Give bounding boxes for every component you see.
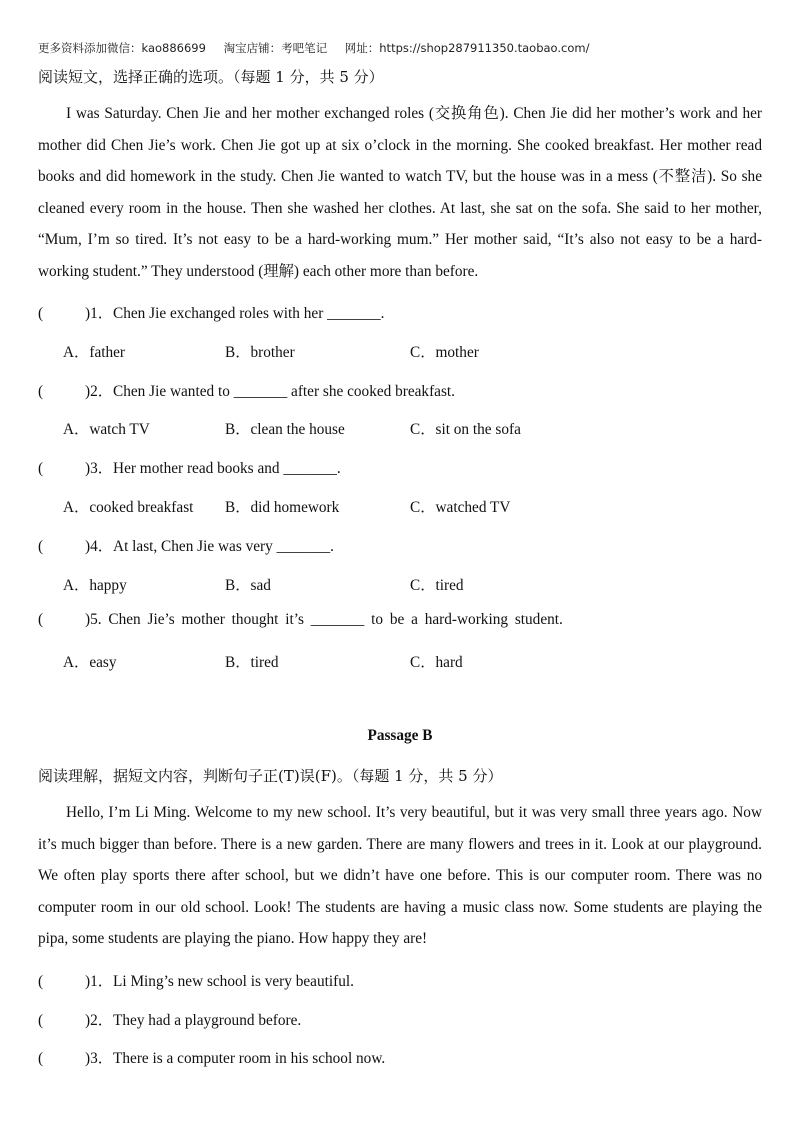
statement-2 (38, 1008, 301, 1030)
option-b: B．clean the house (225, 421, 345, 438)
question-1 (38, 301, 385, 323)
option-a: A．easy (63, 654, 117, 671)
statement-3 (38, 1046, 385, 1068)
page-header (38, 40, 603, 56)
statement-1 (38, 969, 354, 991)
answer-blank[interactable]: ( (38, 611, 44, 628)
question-stem: )2．Chen Jie wanted to _______ after she cooked breakfast. (85, 383, 455, 400)
answer-blank[interactable]: ( (38, 973, 44, 990)
option-c: C．watched TV (410, 499, 511, 516)
question-4 (38, 534, 334, 556)
question-stem: )3．Her mother read books and _______. (85, 460, 341, 477)
option-c: C．mother (410, 344, 479, 361)
option-b: B．sad (225, 577, 271, 594)
option-a: A．happy (63, 577, 127, 594)
question-stem: )5. Chen Jie’s mother thought it’s _______ to be a hard-working student. (85, 611, 563, 628)
statement-text: )1．Li Ming’s new school is very beautiful. (85, 973, 354, 990)
header-wechat: 更多资料添加微信：kao886699 (38, 41, 206, 55)
section-a-instruction: 阅读短文，选择正确的选项。（每题 1 分，共 5 分） (38, 68, 384, 86)
question-stem: )4．At last, Chen Jie was very _______. (85, 538, 334, 555)
answer-blank[interactable]: ( (38, 538, 44, 555)
answer-blank[interactable]: ( (38, 460, 44, 477)
question-2 (38, 379, 455, 401)
option-b: B．brother (225, 344, 295, 361)
header-url: 网址：https://shop287911350.taobao.com/ (344, 41, 590, 55)
option-c: C．tired (410, 577, 464, 594)
option-b: B．did homework (225, 499, 340, 516)
option-c: C．hard (410, 654, 463, 671)
section-b-instruction: 阅读理解，据短文内容，判断句子正(T)误(F)。（每题 1 分，共 5 分） (38, 767, 503, 785)
statement-text: )3．There is a computer room in his school now. (85, 1050, 386, 1067)
option-a: A．watch TV (63, 421, 150, 438)
option-b: B．tired (225, 654, 279, 671)
option-c: C．sit on the sofa (410, 421, 521, 438)
passage-a-text: I was Saturday. Chen Jie and her mother exchanged roles (交换角色). Chen Jie did her mother’s work and her mother did Chen Jie’s work. Chen Jie got up at six o’clock in the morning. She cooked breakfast. Her mother read books and did homework in the study. Chen Jie wanted to watch TV, but the house was in a mess (不整洁). So she cleaned every room in the house. Then she washed her clothes. At last, she sat on the sofa. She said to her mother, “Mum, I’m so tired. It’s not easy to be a hard-working mum.” Her mother said, “It’s also not easy to be a hard-working student.” They understood (理解) each other more than before. (38, 105, 762, 280)
question-stem: )1．Chen Jie exchanged roles with her _______. (85, 305, 385, 322)
answer-blank[interactable]: ( (38, 1012, 44, 1029)
passage-b-text: Hello, I’m Li Ming. Welcome to my new school. It’s very beautiful, but it was very small three years ago. Now it’s much bigger than before. There is a new garden. There are many flowers and trees in it. Look at our playground. We often play sports there after school, but we didn’t have one before. This is our computer room. There was no computer room in our old school. Look! The students are having a music class now. Some students are playing the pipa, some students are playing the piano. How happy they are! (38, 804, 762, 948)
question-5 (38, 611, 563, 629)
answer-blank[interactable]: ( (38, 305, 44, 322)
question-3 (38, 456, 341, 478)
statement-text: )2．They had a playground before. (85, 1012, 302, 1029)
header-shop: 淘宝店铺：考吧笔记 (223, 41, 328, 55)
option-a: A．cooked breakfast (63, 499, 194, 516)
answer-blank[interactable]: ( (38, 1050, 44, 1067)
passage-b-title: Passage B (367, 727, 433, 744)
answer-blank[interactable]: ( (38, 383, 44, 400)
option-a: A．father (63, 344, 126, 361)
